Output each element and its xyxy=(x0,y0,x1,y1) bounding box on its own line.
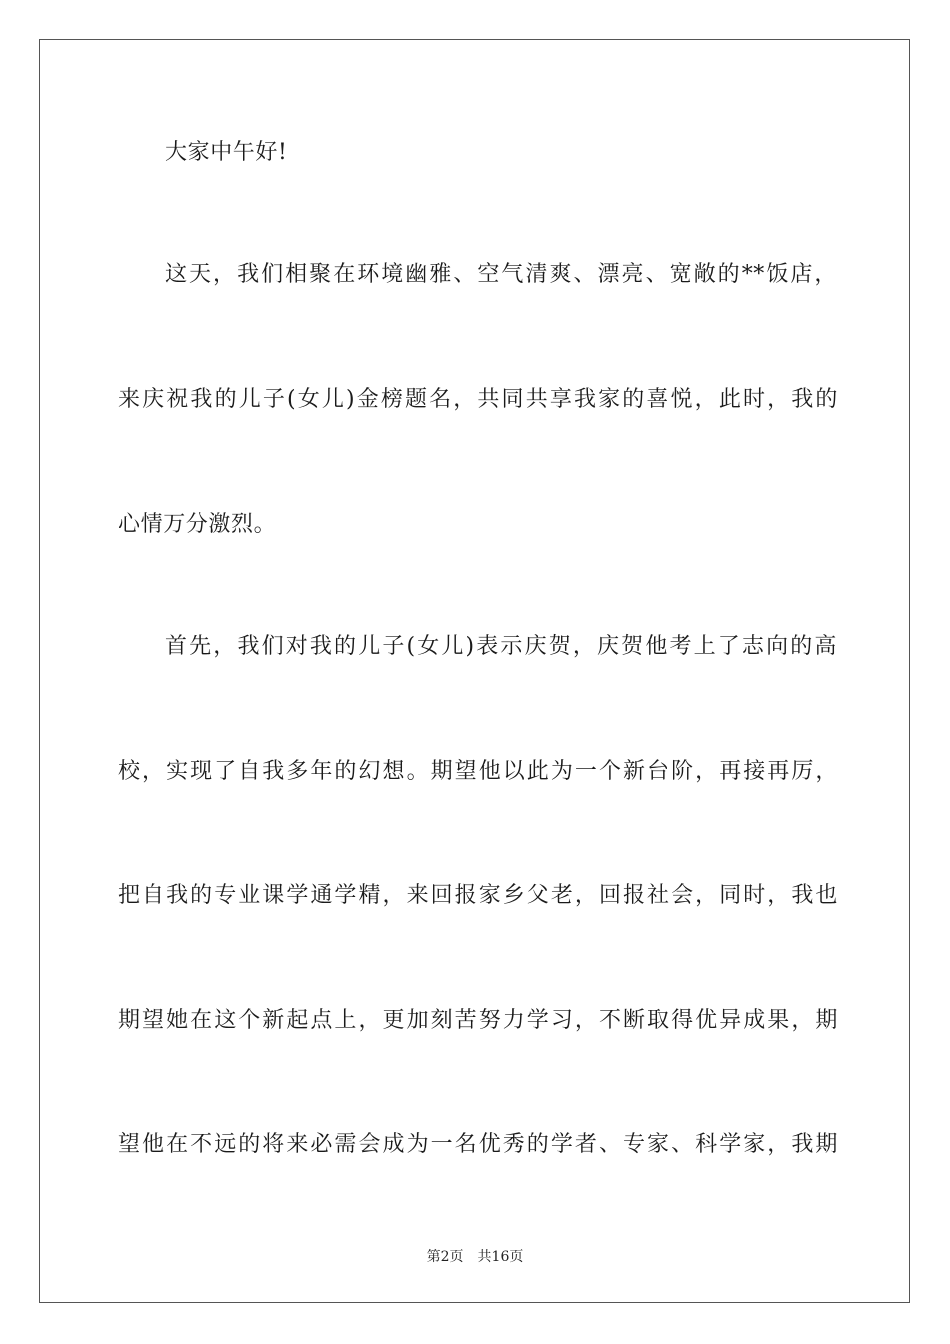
paragraph-line: 期望她在这个新起点上，更加刻苦努力学习，不断取得优异成果，期 xyxy=(118,1008,838,1033)
page-total: 共16页 xyxy=(477,1249,524,1265)
paragraph-line: 校，实现了自我多年的幻想。期望他以此为一个新台阶，再接再厉， xyxy=(118,759,838,784)
page-number: 第2页 xyxy=(426,1249,464,1265)
paragraph-line: 这天，我们相聚在环境幽雅、空气清爽、漂亮、宽敞的**饭店， xyxy=(165,262,837,287)
page-border xyxy=(39,39,910,1303)
paragraph-line: 首先，我们对我的儿子(女儿)表示庆贺，庆贺他考上了志向的高 xyxy=(165,634,837,659)
paragraph-line: 来庆祝我的儿子(女儿)金榜题名，共同共享我家的喜悦，此时，我的 xyxy=(118,387,838,412)
greeting-line: 大家中午好! xyxy=(165,140,288,165)
page-footer xyxy=(0,1248,950,1266)
paragraph-line: 把自我的专业课学通学精，来回报家乡父老，回报社会，同时，我也 xyxy=(118,883,838,908)
paragraph-line: 望他在不远的将来必需会成为一名优秀的学者、专家、科学家，我期 xyxy=(118,1132,838,1157)
paragraph-line: 心情万分激烈。 xyxy=(118,512,277,537)
